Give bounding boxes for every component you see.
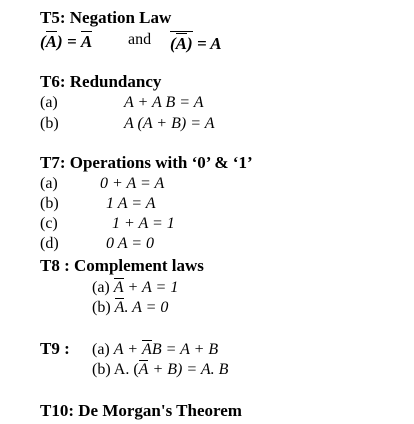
t5-eq2-close: ) — [187, 34, 193, 53]
t9-a-pre: A + — [113, 341, 143, 358]
t5-heading: T5: Negation Law — [40, 8, 172, 27]
t7-label-c: (c) — [40, 215, 58, 232]
t8-b-rest: . A = 0 — [124, 299, 169, 316]
t5-eq1-var: A — [45, 32, 58, 51]
t10-heading: T10: De Morgan's Theorem — [40, 401, 242, 420]
t5-eq2-outer — [170, 31, 193, 52]
t8-a-label: (a) — [92, 279, 114, 296]
t5-eq2-rhs: A — [210, 34, 222, 53]
t5-eq2-equals: = — [192, 34, 211, 53]
t6-heading: T6: Redundancy — [40, 72, 162, 91]
t5-equation-2 — [170, 31, 222, 52]
t6-label-b: (b) — [40, 115, 59, 132]
t7-label-b: (b) — [40, 195, 59, 212]
t7-expr-a: 0 + A = A — [100, 175, 165, 192]
t6-expr-b: A (A + B) = A — [124, 115, 215, 132]
t7-label-d: (d) — [40, 235, 59, 252]
t9-heading: T9 : — [40, 339, 70, 358]
t5-eq1-open: ( — [40, 32, 46, 51]
t5-eq2-open: ( — [170, 34, 176, 53]
t8-expr-a — [92, 278, 178, 296]
t7-expr-d: 0 A = 0 — [106, 235, 154, 252]
t9-expr-b — [92, 360, 228, 378]
t7-heading: T7: Operations with ‘0’ & ‘1’ — [40, 153, 253, 172]
t8-a-bar-var: A — [113, 279, 124, 296]
t9-a-bar-var: A — [142, 341, 152, 358]
t8-b-bar-var: A — [114, 299, 125, 316]
t8-heading: T8 : Complement laws — [40, 256, 204, 275]
t9-b-label: (b) A. ( — [92, 361, 139, 378]
t5-equation-1 — [40, 31, 92, 50]
t9-expr-a — [92, 340, 218, 358]
t7-expr-b: 1 A = A — [106, 195, 156, 212]
t9-b-bar-var: A — [138, 361, 149, 378]
t8-a-rest: + A = 1 — [123, 279, 179, 296]
t5-and-word: and — [128, 31, 152, 48]
t9-a-label: (a) — [92, 341, 114, 358]
t7-expr-c: 1 + A = 1 — [112, 215, 175, 232]
t5-eq1-rhs: A — [80, 32, 93, 51]
t8-b-label: (b) — [92, 299, 115, 316]
t8-expr-b — [92, 298, 168, 316]
t5-eq1-close: ) — [57, 32, 63, 51]
t6-expr-a: A + A B = A — [124, 94, 204, 111]
t5-eq1-equals: = — [62, 32, 81, 51]
t9-b-post: + B) = A. B — [148, 361, 229, 378]
t9-a-post: B = A + B — [151, 341, 219, 358]
t5-eq2-var: A — [175, 34, 188, 53]
t6-label-a: (a) — [40, 94, 58, 111]
t7-label-a: (a) — [40, 175, 58, 192]
